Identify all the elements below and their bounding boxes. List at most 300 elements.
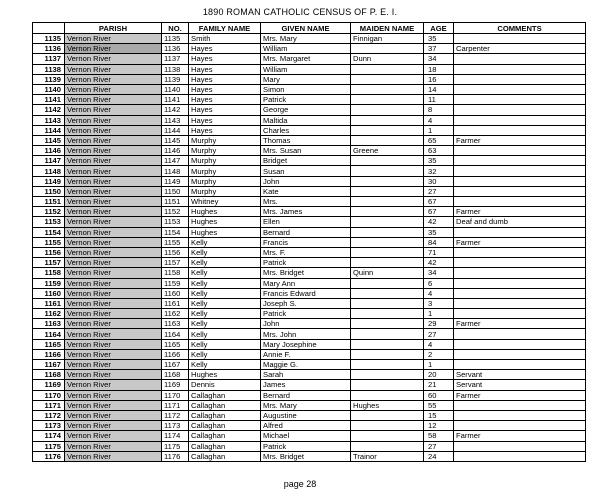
- maiden-name-cell: Quinn: [351, 268, 424, 278]
- family-name-cell: Kelly: [189, 298, 261, 308]
- parish-cell[interactable]: Vernon River: [65, 186, 162, 196]
- age-cell: 35: [424, 156, 454, 166]
- age-cell: 60: [424, 390, 454, 400]
- given-name-cell: Kate: [261, 186, 351, 196]
- maiden-name-cell: [351, 166, 424, 176]
- maiden-name-cell: Hughes: [351, 400, 424, 410]
- given-name-cell: Sarah: [261, 370, 351, 380]
- given-name-cell: Mrs. Susan: [261, 146, 351, 156]
- parish-cell[interactable]: Vernon River: [65, 400, 162, 410]
- row-number: 1165: [33, 339, 65, 349]
- no-cell: 1161: [162, 298, 189, 308]
- row-number: 1174: [33, 431, 65, 441]
- maiden-name-cell: [351, 105, 424, 115]
- no-cell: 1174: [162, 431, 189, 441]
- table-row: [33, 329, 586, 339]
- given-name-cell: Maggie G.: [261, 360, 351, 370]
- maiden-name-cell: [351, 186, 424, 196]
- maiden-name-cell: [351, 115, 424, 125]
- given-name-cell: Mary Josephine: [261, 339, 351, 349]
- parish-cell[interactable]: Vernon River: [65, 54, 162, 64]
- comments-cell: [454, 125, 586, 135]
- age-cell: 4: [424, 288, 454, 298]
- comments-cell: Farmer: [454, 237, 586, 247]
- age-cell: 18: [424, 64, 454, 74]
- row-number: 1166: [33, 349, 65, 359]
- family-name-cell: Smith: [189, 34, 261, 44]
- age-cell: 58: [424, 431, 454, 441]
- no-cell: 1164: [162, 329, 189, 339]
- table-header: [33, 23, 586, 34]
- family-name-cell: Murphy: [189, 176, 261, 186]
- header-given-name: GIVEN NAME: [261, 23, 351, 34]
- given-name-cell: Charles: [261, 125, 351, 135]
- parish-cell[interactable]: Vernon River: [65, 278, 162, 288]
- row-number: 1170: [33, 390, 65, 400]
- age-cell: 65: [424, 135, 454, 145]
- row-number: 1156: [33, 247, 65, 257]
- parish-cell[interactable]: Vernon River: [65, 44, 162, 54]
- family-name-cell: Callaghan: [189, 390, 261, 400]
- comments-cell: [454, 115, 586, 125]
- row-number: 1145: [33, 135, 65, 145]
- comments-cell: Farmer: [454, 135, 586, 145]
- age-cell: 21: [424, 380, 454, 390]
- family-name-cell: Callaghan: [189, 431, 261, 441]
- maiden-name-cell: [351, 84, 424, 94]
- family-name-cell: Murphy: [189, 135, 261, 145]
- row-number: 1154: [33, 227, 65, 237]
- age-cell: 20: [424, 370, 454, 380]
- maiden-name-cell: Finnigan: [351, 34, 424, 44]
- comments-cell: [454, 278, 586, 288]
- row-number: 1169: [33, 380, 65, 390]
- parish-cell[interactable]: Vernon River: [65, 390, 162, 400]
- comments-cell: [454, 339, 586, 349]
- table-row: [33, 74, 586, 84]
- comments-cell: [454, 360, 586, 370]
- age-cell: 27: [424, 186, 454, 196]
- table-row: [33, 54, 586, 64]
- maiden-name-cell: [351, 421, 424, 431]
- given-name-cell: John: [261, 319, 351, 329]
- table-row: [33, 197, 586, 207]
- table-row: [33, 95, 586, 105]
- parish-cell[interactable]: Vernon River: [65, 380, 162, 390]
- given-name-cell: Patrick: [261, 309, 351, 319]
- row-number: 1176: [33, 451, 65, 461]
- parish-cell[interactable]: Vernon River: [65, 370, 162, 380]
- maiden-name-cell: [351, 360, 424, 370]
- age-cell: 71: [424, 247, 454, 257]
- parish-cell[interactable]: Vernon River: [65, 288, 162, 298]
- table-row: [33, 258, 586, 268]
- no-cell: 1159: [162, 278, 189, 288]
- given-name-cell: Mrs. Margaret: [261, 54, 351, 64]
- header-row: [33, 23, 586, 34]
- given-name-cell: Susan: [261, 166, 351, 176]
- maiden-name-cell: [351, 95, 424, 105]
- maiden-name-cell: [351, 74, 424, 84]
- no-cell: 1152: [162, 207, 189, 217]
- row-number: 1172: [33, 410, 65, 420]
- family-name-cell: Murphy: [189, 186, 261, 196]
- parish-cell[interactable]: Vernon River: [65, 410, 162, 420]
- maiden-name-cell: [351, 380, 424, 390]
- parish-cell[interactable]: Vernon River: [65, 74, 162, 84]
- no-cell: 1143: [162, 115, 189, 125]
- given-name-cell: Mrs. John: [261, 329, 351, 339]
- table-row: [33, 146, 586, 156]
- age-cell: 6: [424, 278, 454, 288]
- comments-cell: [454, 288, 586, 298]
- family-name-cell: Callaghan: [189, 451, 261, 461]
- parish-cell[interactable]: Vernon River: [65, 268, 162, 278]
- parish-cell[interactable]: Vernon River: [65, 34, 162, 44]
- table-row: [33, 319, 586, 329]
- table-row: [33, 166, 586, 176]
- table-row: [33, 217, 586, 227]
- age-cell: 84: [424, 237, 454, 247]
- age-cell: 37: [424, 44, 454, 54]
- row-number: 1136: [33, 44, 65, 54]
- given-name-cell: Thomas: [261, 135, 351, 145]
- row-number: 1159: [33, 278, 65, 288]
- maiden-name-cell: [351, 309, 424, 319]
- age-cell: 29: [424, 319, 454, 329]
- comments-cell: [454, 146, 586, 156]
- age-cell: 12: [424, 421, 454, 431]
- no-cell: 1135: [162, 34, 189, 44]
- no-cell: 1146: [162, 146, 189, 156]
- age-cell: 14: [424, 84, 454, 94]
- comments-cell: [454, 84, 586, 94]
- table-row: [33, 105, 586, 115]
- parish-cell[interactable]: Vernon River: [65, 329, 162, 339]
- parish-cell[interactable]: Vernon River: [65, 421, 162, 431]
- given-name-cell: Bridget: [261, 156, 351, 166]
- parish-cell[interactable]: Vernon River: [65, 105, 162, 115]
- comments-cell: Farmer: [454, 431, 586, 441]
- table-row: [33, 360, 586, 370]
- comments-cell: [454, 329, 586, 339]
- age-cell: 24: [424, 451, 454, 461]
- parish-cell[interactable]: Vernon River: [65, 339, 162, 349]
- age-cell: 27: [424, 329, 454, 339]
- comments-cell: [454, 410, 586, 420]
- given-name-cell: Augustine: [261, 410, 351, 420]
- age-cell: 35: [424, 227, 454, 237]
- row-number: 1175: [33, 441, 65, 451]
- parish-cell[interactable]: Vernon River: [65, 115, 162, 125]
- parish-cell[interactable]: Vernon River: [65, 309, 162, 319]
- parish-cell[interactable]: Vernon River: [65, 258, 162, 268]
- table-row: [33, 390, 586, 400]
- parish-cell[interactable]: Vernon River: [65, 156, 162, 166]
- comments-cell: [454, 247, 586, 257]
- no-cell: 1157: [162, 258, 189, 268]
- given-name-cell: Patrick: [261, 441, 351, 451]
- no-cell: 1170: [162, 390, 189, 400]
- table-row: [33, 400, 586, 410]
- no-cell: 1175: [162, 441, 189, 451]
- row-number: 1149: [33, 176, 65, 186]
- row-number: 1164: [33, 329, 65, 339]
- row-number: 1171: [33, 400, 65, 410]
- no-cell: 1176: [162, 451, 189, 461]
- row-number: 1150: [33, 186, 65, 196]
- given-name-cell: Mrs. Mary: [261, 400, 351, 410]
- row-number: 1162: [33, 309, 65, 319]
- no-cell: 1173: [162, 421, 189, 431]
- family-name-cell: Kelly: [189, 309, 261, 319]
- family-name-cell: Callaghan: [189, 441, 261, 451]
- comments-cell: [454, 421, 586, 431]
- header-parish: PARISH: [65, 23, 162, 34]
- maiden-name-cell: [351, 135, 424, 145]
- age-cell: 11: [424, 95, 454, 105]
- comments-cell: [454, 166, 586, 176]
- family-name-cell: Hughes: [189, 217, 261, 227]
- parish-cell[interactable]: Vernon River: [65, 247, 162, 257]
- parish-cell[interactable]: Vernon River: [65, 176, 162, 186]
- comments-cell: Carpenter: [454, 44, 586, 54]
- maiden-name-cell: Greene: [351, 146, 424, 156]
- maiden-name-cell: [351, 197, 424, 207]
- parish-cell[interactable]: Vernon River: [65, 441, 162, 451]
- maiden-name-cell: [351, 176, 424, 186]
- no-cell: 1156: [162, 247, 189, 257]
- maiden-name-cell: [351, 156, 424, 166]
- row-number: 1138: [33, 64, 65, 74]
- age-cell: 4: [424, 339, 454, 349]
- table-row: [33, 247, 586, 257]
- parish-cell[interactable]: Vernon River: [65, 64, 162, 74]
- no-cell: 1150: [162, 186, 189, 196]
- maiden-name-cell: [351, 298, 424, 308]
- family-name-cell: Kelly: [189, 278, 261, 288]
- maiden-name-cell: [351, 319, 424, 329]
- document-title: 1890 ROMAN CATHOLIC CENSUS OF P. E. I.: [202, 7, 398, 17]
- given-name-cell: Ellen: [261, 217, 351, 227]
- family-name-cell: Hayes: [189, 84, 261, 94]
- maiden-name-cell: [351, 329, 424, 339]
- parish-cell[interactable]: Vernon River: [65, 349, 162, 359]
- table-row: [33, 207, 586, 217]
- no-cell: 1155: [162, 237, 189, 247]
- comments-cell: [454, 74, 586, 84]
- family-name-cell: Hayes: [189, 74, 261, 84]
- maiden-name-cell: [351, 441, 424, 451]
- family-name-cell: Callaghan: [189, 421, 261, 431]
- given-name-cell: Bernard: [261, 227, 351, 237]
- parish-cell[interactable]: Vernon River: [65, 166, 162, 176]
- maiden-name-cell: [351, 410, 424, 420]
- parish-cell[interactable]: Vernon River: [65, 146, 162, 156]
- header-family-name: FAMILY NAME: [189, 23, 261, 34]
- age-cell: 15: [424, 410, 454, 420]
- row-number: 1140: [33, 84, 65, 94]
- no-cell: 1171: [162, 400, 189, 410]
- maiden-name-cell: [351, 339, 424, 349]
- comments-cell: [454, 176, 586, 186]
- given-name-cell: Simon: [261, 84, 351, 94]
- maiden-name-cell: [351, 44, 424, 54]
- family-name-cell: Hayes: [189, 125, 261, 135]
- parish-cell[interactable]: Vernon River: [65, 95, 162, 105]
- given-name-cell: Patrick: [261, 95, 351, 105]
- age-cell: 42: [424, 217, 454, 227]
- no-cell: 1138: [162, 64, 189, 74]
- row-number: 1163: [33, 319, 65, 329]
- given-name-cell: Mrs. James: [261, 207, 351, 217]
- no-cell: 1147: [162, 156, 189, 166]
- family-name-cell: Callaghan: [189, 410, 261, 420]
- family-name-cell: Kelly: [189, 288, 261, 298]
- age-cell: 16: [424, 74, 454, 84]
- comments-cell: [454, 268, 586, 278]
- age-cell: 42: [424, 258, 454, 268]
- age-cell: 8: [424, 105, 454, 115]
- given-name-cell: George: [261, 105, 351, 115]
- parish-cell[interactable]: Vernon River: [65, 227, 162, 237]
- maiden-name-cell: [351, 217, 424, 227]
- age-cell: 4: [424, 115, 454, 125]
- row-number: 1141: [33, 95, 65, 105]
- parish-cell[interactable]: Vernon River: [65, 84, 162, 94]
- parish-cell[interactable]: Vernon River: [65, 197, 162, 207]
- age-cell: 27: [424, 441, 454, 451]
- header-comments: COMMENTS: [454, 23, 586, 34]
- comments-cell: Farmer: [454, 390, 586, 400]
- parish-cell[interactable]: Vernon River: [65, 319, 162, 329]
- parish-cell[interactable]: Vernon River: [65, 237, 162, 247]
- parish-cell[interactable]: Vernon River: [65, 125, 162, 135]
- family-name-cell: Kelly: [189, 268, 261, 278]
- family-name-cell: Murphy: [189, 166, 261, 176]
- parish-cell[interactable]: Vernon River: [65, 298, 162, 308]
- age-cell: 34: [424, 268, 454, 278]
- comments-cell: [454, 197, 586, 207]
- comments-cell: [454, 156, 586, 166]
- table-row: [33, 156, 586, 166]
- table-row: [33, 176, 586, 186]
- table-row: [33, 278, 586, 288]
- no-cell: 1137: [162, 54, 189, 64]
- no-cell: 1167: [162, 360, 189, 370]
- given-name-cell: Patrick: [261, 258, 351, 268]
- header-no: NO.: [162, 23, 189, 34]
- row-number: 1146: [33, 146, 65, 156]
- given-name-cell: Maltida: [261, 115, 351, 125]
- family-name-cell: Kelly: [189, 339, 261, 349]
- maiden-name-cell: [351, 207, 424, 217]
- table-row: [33, 380, 586, 390]
- parish-cell[interactable]: Vernon River: [65, 431, 162, 441]
- given-name-cell: Mary Ann: [261, 278, 351, 288]
- table-row: [33, 451, 586, 461]
- maiden-name-cell: Dunn: [351, 54, 424, 64]
- given-name-cell: Mrs. Mary: [261, 34, 351, 44]
- row-number: 1153: [33, 217, 65, 227]
- row-number: 1137: [33, 54, 65, 64]
- family-name-cell: Callaghan: [189, 400, 261, 410]
- age-cell: 34: [424, 54, 454, 64]
- given-name-cell: Michael: [261, 431, 351, 441]
- parish-cell[interactable]: Vernon River: [65, 451, 162, 461]
- row-number: 1151: [33, 197, 65, 207]
- age-cell: 32: [424, 166, 454, 176]
- given-name-cell: Francis: [261, 237, 351, 247]
- page-number: page 28: [283, 479, 317, 489]
- family-name-cell: Kelly: [189, 349, 261, 359]
- given-name-cell: Alfred: [261, 421, 351, 431]
- maiden-name-cell: [351, 288, 424, 298]
- no-cell: 1145: [162, 135, 189, 145]
- comments-cell: Farmer: [454, 207, 586, 217]
- table-row: [33, 339, 586, 349]
- table-row: [33, 441, 586, 451]
- given-name-cell: Mrs. Bridget: [261, 451, 351, 461]
- table-row: [33, 237, 586, 247]
- no-cell: 1168: [162, 370, 189, 380]
- row-number: 1160: [33, 288, 65, 298]
- table-row: [33, 410, 586, 420]
- row-number: 1148: [33, 166, 65, 176]
- header-age: AGE: [424, 23, 454, 34]
- parish-cell[interactable]: Vernon River: [65, 207, 162, 217]
- comments-cell: [454, 227, 586, 237]
- given-name-cell: William: [261, 44, 351, 54]
- comments-cell: [454, 64, 586, 74]
- age-cell: 2: [424, 349, 454, 359]
- no-cell: 1158: [162, 268, 189, 278]
- table-row: [33, 44, 586, 54]
- age-cell: 3: [424, 298, 454, 308]
- comments-cell: [454, 186, 586, 196]
- comments-cell: [454, 309, 586, 319]
- row-number: 1173: [33, 421, 65, 431]
- table-row: [33, 125, 586, 135]
- comments-cell: Farmer: [454, 319, 586, 329]
- age-cell: 1: [424, 309, 454, 319]
- maiden-name-cell: [351, 227, 424, 237]
- table-row: [33, 431, 586, 441]
- row-number: 1143: [33, 115, 65, 125]
- family-name-cell: Whitney: [189, 197, 261, 207]
- parish-cell[interactable]: Vernon River: [65, 135, 162, 145]
- parish-cell[interactable]: Vernon River: [65, 360, 162, 370]
- row-number: 1139: [33, 74, 65, 84]
- parish-cell[interactable]: Vernon River: [65, 217, 162, 227]
- row-number: 1142: [33, 105, 65, 115]
- family-name-cell: Kelly: [189, 329, 261, 339]
- given-name-cell: Annie F.: [261, 349, 351, 359]
- table-row: [33, 64, 586, 74]
- maiden-name-cell: [351, 390, 424, 400]
- given-name-cell: Mrs. Bridget: [261, 268, 351, 278]
- no-cell: 1166: [162, 349, 189, 359]
- given-name-cell: James: [261, 380, 351, 390]
- no-cell: 1139: [162, 74, 189, 84]
- no-cell: 1160: [162, 288, 189, 298]
- table-body: [33, 34, 586, 462]
- age-cell: 1: [424, 125, 454, 135]
- maiden-name-cell: [351, 64, 424, 74]
- comments-cell: Servant: [454, 380, 586, 390]
- family-name-cell: Hayes: [189, 54, 261, 64]
- comments-cell: [454, 258, 586, 268]
